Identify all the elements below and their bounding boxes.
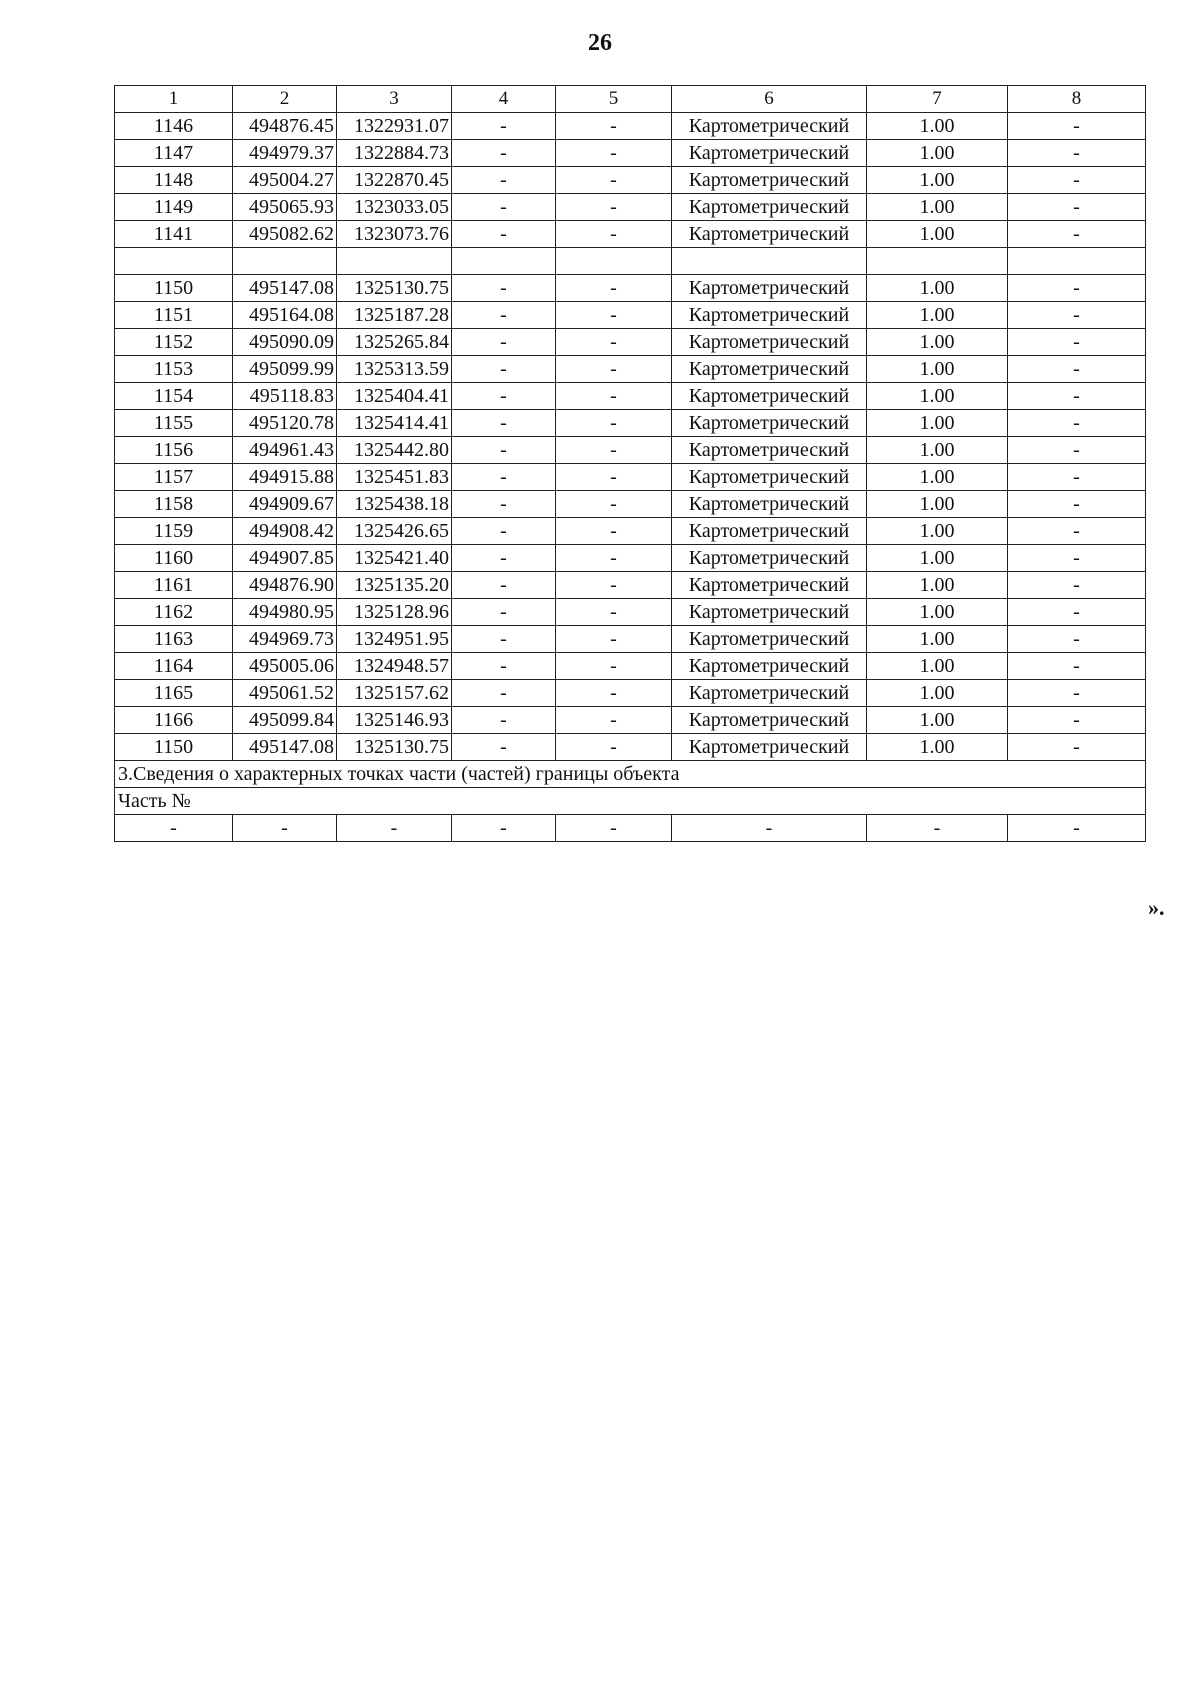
table-cell: 495090.09: [233, 329, 337, 356]
table-row: [115, 140, 1146, 167]
table-row: [115, 518, 1146, 545]
coordinates-table-wrapper: [114, 85, 1146, 842]
table-cell: -: [1008, 410, 1146, 437]
table-cell: 1325442.80: [337, 437, 452, 464]
table-cell: Картометрический: [672, 545, 867, 572]
table-cell: 1322884.73: [337, 140, 452, 167]
table-cell: 1325187.28: [337, 302, 452, 329]
table-cell: 1325438.18: [337, 491, 452, 518]
empty-cell: [233, 248, 337, 275]
table-cell: -: [1008, 221, 1146, 248]
table-cell: 1151: [115, 302, 233, 329]
table-cell: 495147.08: [233, 275, 337, 302]
table-cell: -: [1008, 140, 1146, 167]
table-cell: -: [452, 518, 556, 545]
table-cell: 494969.73: [233, 626, 337, 653]
table-cell: 1161: [115, 572, 233, 599]
table-row: [115, 113, 1146, 140]
column-header: 4: [452, 86, 556, 113]
section-3-row: [115, 761, 1146, 788]
table-cell: 495099.84: [233, 707, 337, 734]
table-cell: -: [556, 194, 672, 221]
table-cell: 1.00: [867, 707, 1008, 734]
table-cell: -: [556, 518, 672, 545]
table-row: [115, 194, 1146, 221]
table-cell: 1.00: [867, 275, 1008, 302]
column-header: 7: [867, 86, 1008, 113]
part-label: Часть №: [115, 788, 1146, 815]
table-cell: 1.00: [867, 437, 1008, 464]
table-cell: Картометрический: [672, 329, 867, 356]
table-cell: -: [452, 680, 556, 707]
table-cell: -: [1008, 302, 1146, 329]
table-row: [115, 302, 1146, 329]
table-cell: 1147: [115, 140, 233, 167]
table-cell: 1.00: [867, 221, 1008, 248]
table-cell: 1324948.57: [337, 653, 452, 680]
table-cell: 1325414.41: [337, 410, 452, 437]
table-cell: -: [1008, 518, 1146, 545]
table-cell: -: [452, 275, 556, 302]
table-cell: -: [556, 437, 672, 464]
table-cell: -: [1008, 329, 1146, 356]
table-cell: 495099.99: [233, 356, 337, 383]
empty-cell: [1008, 248, 1146, 275]
table-cell: Картометрический: [672, 707, 867, 734]
table-cell: Картометрический: [672, 491, 867, 518]
coordinates-table: [114, 85, 1146, 842]
table-cell: -: [1008, 491, 1146, 518]
table-cell: -: [1008, 653, 1146, 680]
table-cell: 495082.62: [233, 221, 337, 248]
table-cell: 495120.78: [233, 410, 337, 437]
table-cell: -: [556, 491, 672, 518]
table-cell: 495118.83: [233, 383, 337, 410]
column-header: 5: [556, 86, 672, 113]
table-row: [115, 599, 1146, 626]
table-cell: -: [452, 707, 556, 734]
part-data-row: [115, 815, 1146, 842]
table-cell: -: [867, 815, 1008, 842]
table-cell: -: [556, 140, 672, 167]
table-row: [115, 410, 1146, 437]
table-cell: 1150: [115, 734, 233, 761]
table-cell: -: [556, 545, 672, 572]
table-cell: 1.00: [867, 194, 1008, 221]
page-number: 26: [588, 30, 612, 56]
table-cell: 1.00: [867, 680, 1008, 707]
table-cell: -: [1008, 680, 1146, 707]
table-cell: 1325135.20: [337, 572, 452, 599]
table-cell: 1325146.93: [337, 707, 452, 734]
table-row: [115, 491, 1146, 518]
table-cell: Картометрический: [672, 194, 867, 221]
table-cell: 1155: [115, 410, 233, 437]
table-cell: 1.00: [867, 572, 1008, 599]
table-cell: -: [1008, 815, 1146, 842]
table-cell: -: [556, 167, 672, 194]
table-cell: 1158: [115, 491, 233, 518]
table-cell: 1.00: [867, 464, 1008, 491]
table-cell: Картометрический: [672, 302, 867, 329]
column-header: 3: [337, 86, 452, 113]
table-cell: 1.00: [867, 113, 1008, 140]
table-cell: Картометрический: [672, 410, 867, 437]
table-cell: -: [556, 275, 672, 302]
table-cell: -: [556, 221, 672, 248]
table-cell: 1322870.45: [337, 167, 452, 194]
table-cell: -: [1008, 545, 1146, 572]
table-cell: -: [556, 329, 672, 356]
table-cell: -: [452, 410, 556, 437]
table-row: [115, 626, 1146, 653]
table-row: [115, 329, 1146, 356]
table-cell: -: [452, 815, 556, 842]
table-cell: -: [556, 680, 672, 707]
table-cell: -: [1008, 626, 1146, 653]
table-cell: 494876.90: [233, 572, 337, 599]
table-row: [115, 383, 1146, 410]
table-cell: -: [233, 815, 337, 842]
table-cell: Картометрический: [672, 383, 867, 410]
table-cell: -: [1008, 437, 1146, 464]
table-cell: -: [452, 734, 556, 761]
table-cell: 494907.85: [233, 545, 337, 572]
table-cell: -: [452, 194, 556, 221]
table-cell: 1164: [115, 653, 233, 680]
table-row: [115, 437, 1146, 464]
table-row: [115, 464, 1146, 491]
table-cell: 1150: [115, 275, 233, 302]
table-cell: 1325128.96: [337, 599, 452, 626]
table-cell: Картометрический: [672, 113, 867, 140]
table-header-row: [115, 86, 1146, 113]
table-cell: Картометрический: [672, 275, 867, 302]
column-header: 2: [233, 86, 337, 113]
table-cell: -: [556, 464, 672, 491]
table-cell: -: [337, 815, 452, 842]
table-cell: 1.00: [867, 626, 1008, 653]
table-cell: -: [452, 140, 556, 167]
table-cell: 1152: [115, 329, 233, 356]
table-cell: -: [556, 383, 672, 410]
table-cell: 495147.08: [233, 734, 337, 761]
table-cell: Картометрический: [672, 626, 867, 653]
table-cell: 1325426.65: [337, 518, 452, 545]
table-body: [115, 86, 1146, 842]
empty-cell: [115, 248, 233, 275]
empty-cell: [867, 248, 1008, 275]
table-cell: Картометрический: [672, 167, 867, 194]
table-cell: -: [452, 383, 556, 410]
table-cell: -: [452, 491, 556, 518]
table-cell: 1156: [115, 437, 233, 464]
section-3-title: 3.Сведения о характерных точках части (частей) границы объекта: [115, 761, 1146, 788]
table-cell: -: [556, 572, 672, 599]
table-cell: -: [556, 113, 672, 140]
table-cell: -: [452, 545, 556, 572]
table-cell: 1325421.40: [337, 545, 452, 572]
table-cell: -: [1008, 599, 1146, 626]
table-cell: -: [452, 572, 556, 599]
table-cell: Картометрический: [672, 356, 867, 383]
table-cell: -: [452, 437, 556, 464]
table-cell: -: [556, 626, 672, 653]
table-cell: -: [1008, 113, 1146, 140]
table-cell: -: [556, 356, 672, 383]
table-row: [115, 356, 1146, 383]
table-cell: -: [1008, 167, 1146, 194]
empty-cell: [452, 248, 556, 275]
table-cell: 1325130.75: [337, 734, 452, 761]
table-cell: -: [556, 653, 672, 680]
table-cell: -: [1008, 572, 1146, 599]
table-cell: 1.00: [867, 410, 1008, 437]
table-cell: -: [556, 599, 672, 626]
table-cell: -: [556, 815, 672, 842]
table-cell: Картометрический: [672, 599, 867, 626]
closing-quote: ».: [1148, 895, 1165, 920]
table-cell: 1.00: [867, 302, 1008, 329]
table-cell: 495164.08: [233, 302, 337, 329]
table-cell: 1.00: [867, 599, 1008, 626]
table-cell: -: [556, 707, 672, 734]
table-cell: Картометрический: [672, 518, 867, 545]
table-cell: -: [115, 815, 233, 842]
table-cell: Картометрический: [672, 680, 867, 707]
table-cell: Картометрический: [672, 221, 867, 248]
part-label-row: [115, 788, 1146, 815]
table-row: [115, 680, 1146, 707]
table-cell: -: [556, 302, 672, 329]
table-cell: 1325451.83: [337, 464, 452, 491]
table-row: [115, 572, 1146, 599]
table-cell: 1325157.62: [337, 680, 452, 707]
table-cell: 1.00: [867, 491, 1008, 518]
table-row: [115, 167, 1146, 194]
table-cell: Картометрический: [672, 653, 867, 680]
table-cell: -: [452, 356, 556, 383]
table-cell: 1.00: [867, 653, 1008, 680]
table-cell: 1325130.75: [337, 275, 452, 302]
table-cell: -: [452, 626, 556, 653]
table-cell: 494876.45: [233, 113, 337, 140]
table-cell: 1.00: [867, 545, 1008, 572]
table-cell: 1.00: [867, 167, 1008, 194]
table-cell: -: [452, 464, 556, 491]
table-cell: 495065.93: [233, 194, 337, 221]
table-cell: 1325404.41: [337, 383, 452, 410]
table-cell: 1146: [115, 113, 233, 140]
table-cell: 1153: [115, 356, 233, 383]
empty-cell: [672, 248, 867, 275]
table-cell: 1162: [115, 599, 233, 626]
table-cell: 1163: [115, 626, 233, 653]
table-cell: 495061.52: [233, 680, 337, 707]
table-cell: Картометрический: [672, 140, 867, 167]
table-cell: 1141: [115, 221, 233, 248]
table-cell: Картометрический: [672, 437, 867, 464]
table-cell: -: [452, 653, 556, 680]
table-cell: Картометрический: [672, 734, 867, 761]
table-cell: -: [452, 113, 556, 140]
table-cell: -: [1008, 275, 1146, 302]
table-cell: 1166: [115, 707, 233, 734]
blank-separator-row: [115, 248, 1146, 275]
table-cell: 494961.43: [233, 437, 337, 464]
table-cell: -: [1008, 194, 1146, 221]
table-cell: 1159: [115, 518, 233, 545]
table-cell: 1154: [115, 383, 233, 410]
empty-cell: [337, 248, 452, 275]
table-cell: 1323073.76: [337, 221, 452, 248]
table-cell: -: [452, 221, 556, 248]
table-cell: 1.00: [867, 734, 1008, 761]
table-row: [115, 734, 1146, 761]
table-cell: Картометрический: [672, 464, 867, 491]
table-cell: 494908.42: [233, 518, 337, 545]
table-cell: 1149: [115, 194, 233, 221]
table-cell: 494909.67: [233, 491, 337, 518]
table-cell: 1165: [115, 680, 233, 707]
table-cell: 495004.27: [233, 167, 337, 194]
table-cell: 1324951.95: [337, 626, 452, 653]
table-cell: -: [1008, 383, 1146, 410]
table-cell: 1.00: [867, 356, 1008, 383]
table-cell: -: [1008, 707, 1146, 734]
table-cell: 1157: [115, 464, 233, 491]
table-row: [115, 653, 1146, 680]
table-cell: -: [452, 599, 556, 626]
column-header: 8: [1008, 86, 1146, 113]
table-cell: Картометрический: [672, 572, 867, 599]
column-header: 6: [672, 86, 867, 113]
table-cell: -: [452, 329, 556, 356]
table-cell: -: [1008, 464, 1146, 491]
table-cell: -: [1008, 356, 1146, 383]
table-cell: 494980.95: [233, 599, 337, 626]
table-row: [115, 275, 1146, 302]
table-cell: -: [556, 734, 672, 761]
table-cell: 494915.88: [233, 464, 337, 491]
table-cell: -: [672, 815, 867, 842]
table-cell: -: [1008, 734, 1146, 761]
table-cell: 1322931.07: [337, 113, 452, 140]
table-cell: 1.00: [867, 140, 1008, 167]
column-header: 1: [115, 86, 233, 113]
table-cell: 1160: [115, 545, 233, 572]
table-cell: 495005.06: [233, 653, 337, 680]
table-cell: 1323033.05: [337, 194, 452, 221]
empty-cell: [556, 248, 672, 275]
table-cell: -: [452, 302, 556, 329]
table-cell: 1.00: [867, 329, 1008, 356]
table-row: [115, 221, 1146, 248]
table-cell: 1325265.84: [337, 329, 452, 356]
table-row: [115, 545, 1146, 572]
table-row: [115, 707, 1146, 734]
table-cell: 1325313.59: [337, 356, 452, 383]
table-cell: -: [452, 167, 556, 194]
table-cell: 1.00: [867, 518, 1008, 545]
table-cell: 1.00: [867, 383, 1008, 410]
table-cell: 1148: [115, 167, 233, 194]
table-cell: 494979.37: [233, 140, 337, 167]
table-cell: -: [556, 410, 672, 437]
